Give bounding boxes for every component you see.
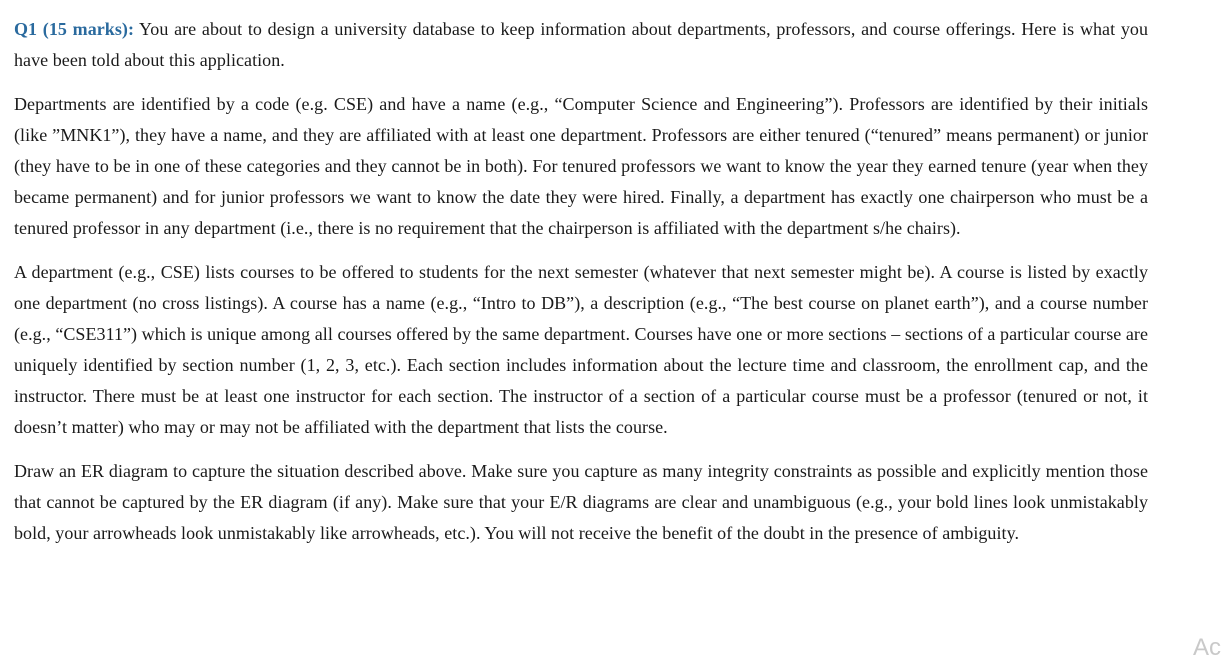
paragraph-courses-sections: A department (e.g., CSE) lists courses to be offered to students for the next semester (whatever that next semester might be). A course is listed by exactly one department (no cross listings). A course has a name (e.g., “Intro to DB”), a description (e.g., “The best course on planet earth”), and a course number (e.g., “CSE311”) which is unique among all courses offered by the same department. Courses have one or more sections – sections of a particular course are uniquely identified by section number (1, 2, 3, etc.). Each section includes information about the lecture time and classroom, the enrollment cap, and the instructor. There must be at least one instructor for each section. The instructor of a section of a particular course must be a professor (tenured or not, it doesn’t matter) who may or may not be affiliated with the department that lists the course.: [14, 262, 1148, 437]
document-body: [14, 14, 1148, 562]
question-intro: You are about to design a university database to keep information about departments, professors, and course offerings. Here is what you have been told about this application.: [14, 19, 1148, 70]
paragraph-instructions: Draw an ER diagram to capture the situation described above. Make sure you capture as many integrity constraints as possible and explicitly mention those that cannot be captured by the ER diagram (if any). Make sure that your E/R diagrams are clear and unambiguous (e.g., your bold lines look unmistakably bold, your arrowheads look unmistakably like arrowheads, etc.). You will not receive the benefit of the doubt in the presence of ambiguity.: [14, 461, 1148, 543]
question-paragraph: [14, 14, 1148, 76]
activation-watermark: Ac: [1193, 634, 1221, 661]
question-label: Q1 (15 marks):: [14, 19, 134, 39]
paragraph-departments-professors: Departments are identified by a code (e.g. CSE) and have a name (e.g., “Computer Science and Engineering”). Professors are identified by their initials (like ”MNK1”), they have a name, and they are affiliated with at least one department. Professors are either tenured (“tenured” means permanent) or junior (they have to be in one of these categories and they cannot be in both). For tenured professors we want to know the year they earned tenure (year when they became permanent) and for junior professors we want to know the date they were hired. Finally, a department has exactly one chairperson who must be a tenured professor in any department (i.e., there is no requirement that the chairperson is affiliated with the department s/he chairs).: [14, 94, 1148, 238]
